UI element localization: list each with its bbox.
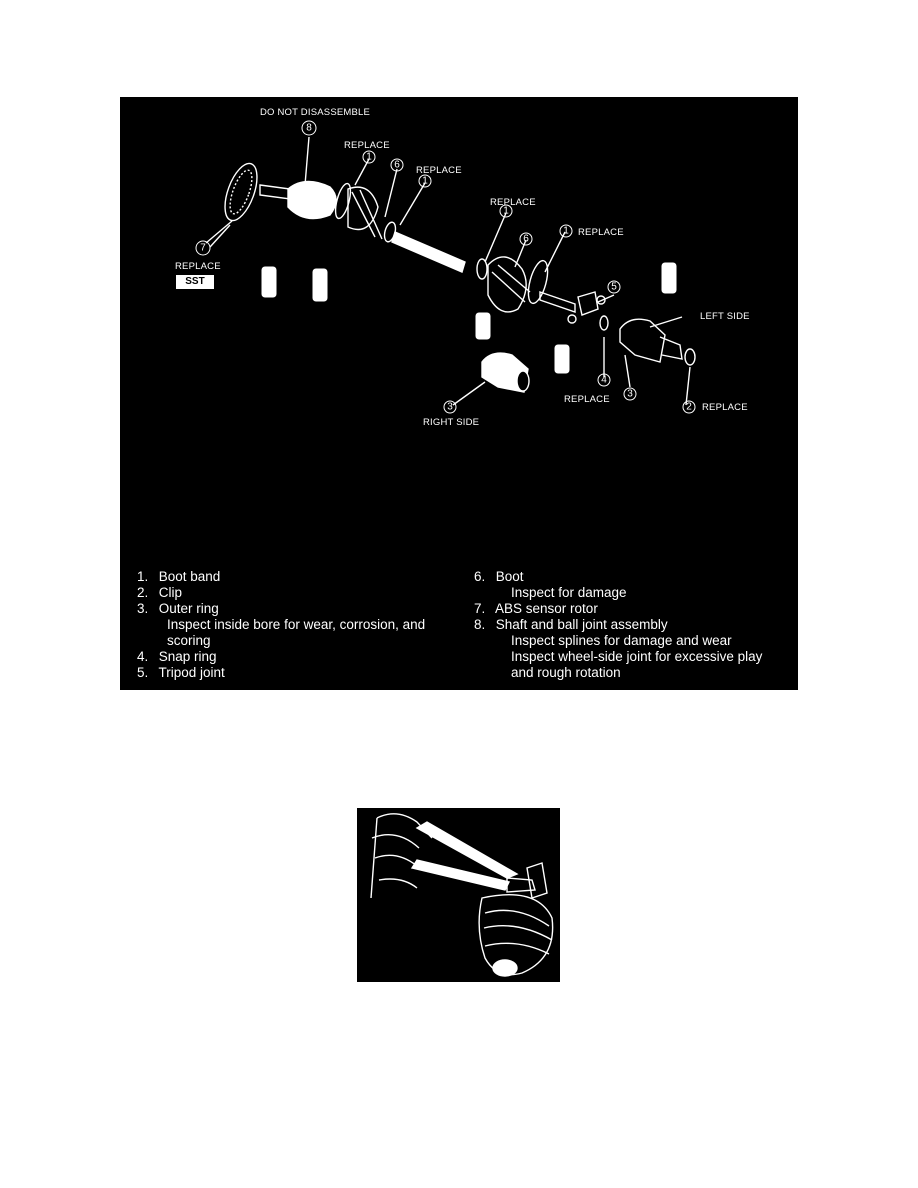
boot-band-pliers-illustration (357, 808, 560, 982)
legend-item-5: 5. Tripod joint (137, 665, 225, 680)
replace-label-5: REPLACE (175, 261, 221, 272)
replace-label-3: REPLACE (490, 197, 536, 208)
outer-ring-left (620, 319, 665, 362)
legend-right-column (474, 569, 762, 681)
replace-label-1: REPLACE (344, 140, 390, 151)
legend-item-4: 4. Snap ring (137, 649, 217, 664)
legend-item-8: 8. Shaft and ball joint assembly (474, 617, 668, 632)
grease-tube-1 (262, 267, 276, 297)
part-number-5: 5 (611, 281, 617, 293)
legend-note-6a: Inspect for damage (511, 585, 627, 600)
legend-note-3a: Inspect inside bore for wear, corrosion, and (167, 617, 426, 632)
part-number-6-b: 6 (523, 233, 529, 245)
legend-item-2: 2. Clip (137, 585, 183, 600)
right-side-label: RIGHT SIDE (423, 417, 480, 428)
grease-tube-5 (662, 263, 676, 293)
sst-label: SST (185, 276, 205, 287)
legend-note-8c: and rough rotation (511, 665, 621, 680)
legend-item-6: 6. Boot (474, 569, 524, 584)
part-number-8: 8 (306, 122, 312, 134)
part-number-4: 4 (601, 374, 607, 386)
part-number-3-a: 3 (627, 388, 633, 400)
do-not-disassemble-label: DO NOT DISASSEMBLE (260, 107, 371, 118)
ball-joint-housing (288, 181, 336, 218)
part-number-1-c: 1 (503, 205, 509, 217)
snap-ring (600, 316, 608, 330)
grease-tube-3 (476, 313, 490, 339)
part-number-2: 2 (686, 401, 692, 413)
legend-note-8a: Inspect splines for damage and wear (511, 633, 732, 648)
part-number-1-d: 1 (563, 225, 569, 237)
legend-left-column (137, 569, 425, 681)
replace-label-2: REPLACE (416, 165, 462, 176)
grease-tube-4 (555, 345, 569, 373)
legend-item-3: 3. Outer ring (137, 601, 219, 616)
part-number-3-b: 3 (447, 401, 453, 413)
part-number-6-a: 6 (394, 159, 400, 171)
grease-tube-2 (313, 269, 327, 301)
drive-shaft (392, 232, 465, 272)
part-number-7: 7 (200, 242, 206, 254)
legend-item-7: 7. ABS sensor rotor (474, 601, 598, 616)
left-side-label: LEFT SIDE (700, 311, 750, 322)
part-number-1-a: 1 (366, 151, 372, 163)
legend-item-1: 1. Boot band (137, 569, 221, 584)
legend-note-8b: Inspect wheel-side joint for excessive play (511, 649, 763, 664)
abs-sensor-rotor (219, 159, 264, 224)
pliers-on-boot-drawing (357, 808, 560, 982)
tripod-joint (578, 292, 598, 315)
exploded-diagram (120, 97, 798, 690)
legend-note-3b: scoring (167, 633, 211, 648)
replace-label-4: REPLACE (578, 227, 624, 238)
replace-label-7: REPLACE (702, 402, 748, 413)
clip (685, 349, 695, 365)
shaft-spline (260, 185, 290, 199)
replace-label-6: REPLACE (564, 394, 610, 405)
part-number-1-b: 1 (422, 175, 428, 187)
